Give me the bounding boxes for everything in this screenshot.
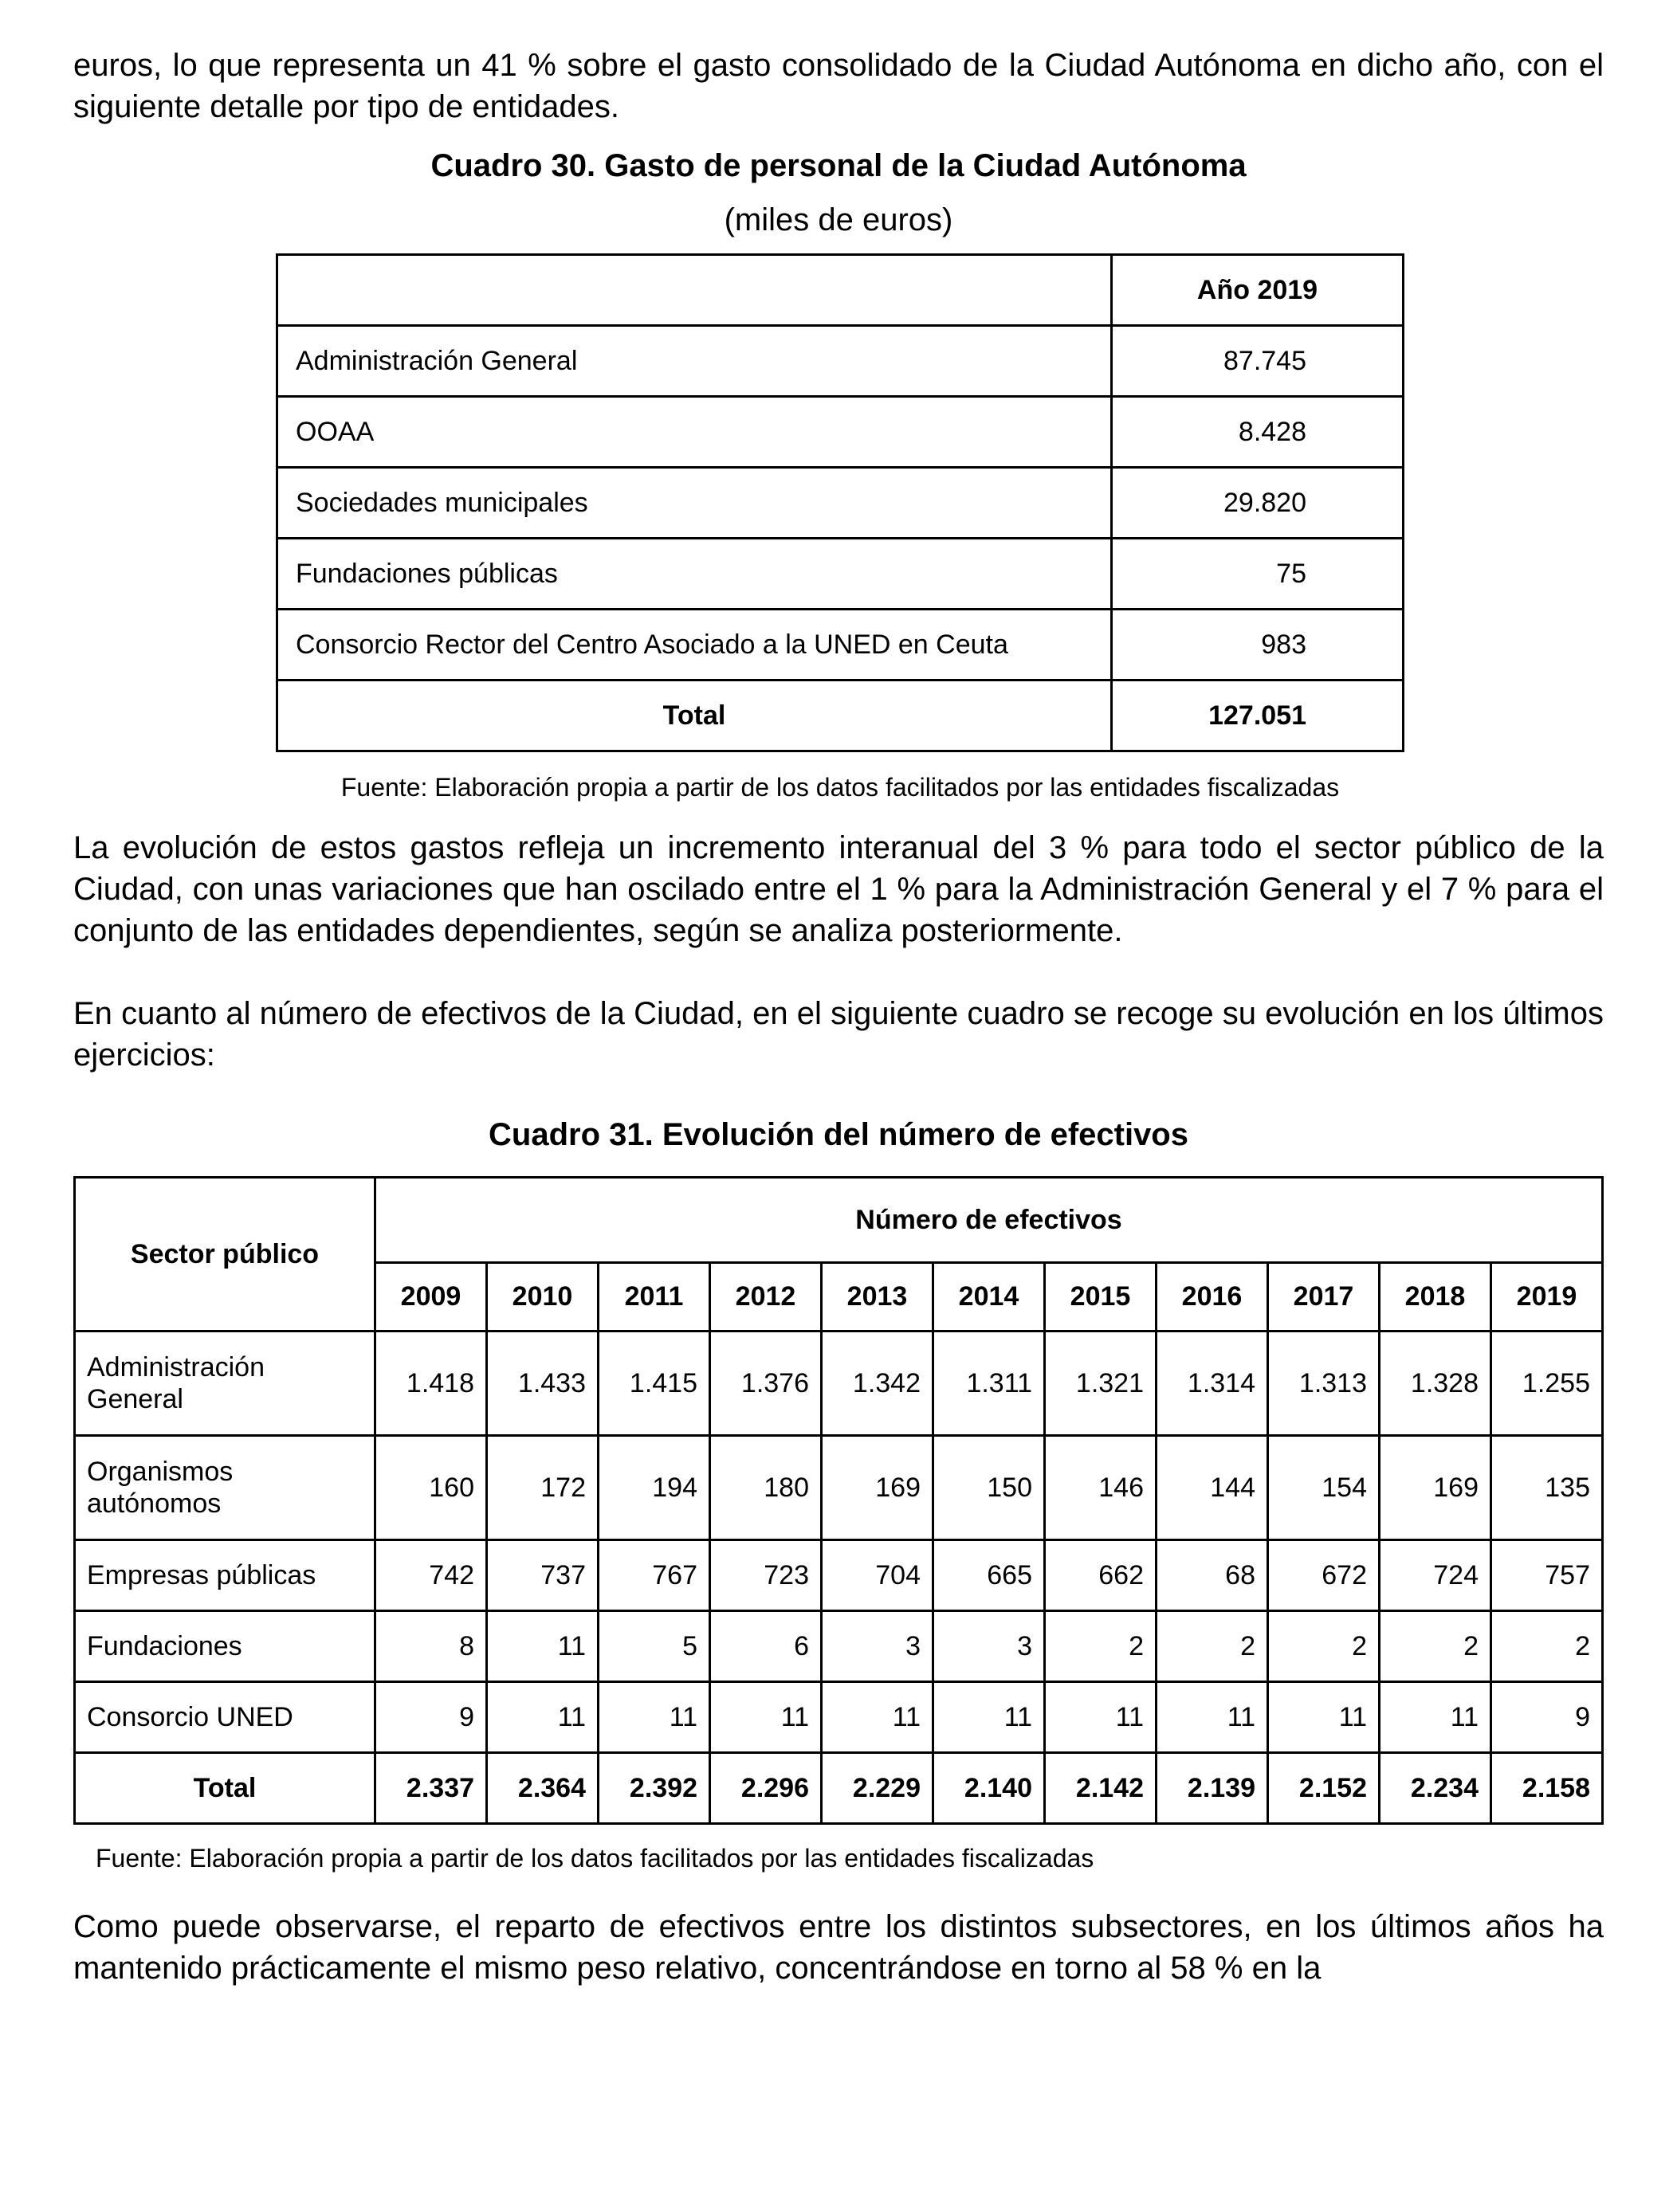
row-value: 154 [1268,1436,1380,1540]
table-row [75,1682,1603,1753]
table30-title: Cuadro 30. Gasto de personal de la Ciudad Autónoma [430,148,1247,183]
row-value: 1.328 [1380,1332,1491,1436]
row-value: 11 [1268,1682,1380,1753]
row-value: 180 [710,1436,822,1540]
year-header: 2019 [1491,1263,1603,1332]
row-value: 2 [1268,1611,1380,1682]
row-value: 742 [375,1540,487,1611]
row-value: 11 [487,1682,599,1753]
year-header: 2010 [487,1263,599,1332]
row-value: 1.342 [822,1332,933,1436]
row-value: 135 [1491,1436,1603,1540]
row-value: 1.376 [710,1332,822,1436]
row-value: 1.311 [933,1332,1045,1436]
table-total-row [75,1753,1603,1824]
table-row [75,1540,1603,1611]
total-value: 2.142 [1045,1753,1157,1824]
row-label: Consorcio Rector del Centro Asociado a la UNED en Ceuta [277,610,1112,680]
row-value: 672 [1268,1540,1380,1611]
year-header: 2015 [1045,1263,1157,1332]
sector-header: Sector público [75,1178,375,1332]
row-value: 767 [599,1540,710,1611]
row-value: 2 [1380,1611,1491,1682]
table-row [277,610,1404,680]
table31-source: Fuente: Elaboración propia a partir de los datos facilitados por las entidades fiscalizadas [96,1844,1094,1873]
total-value: 2.337 [375,1753,487,1824]
row-value: 1.415 [599,1332,710,1436]
row-value: 160 [375,1436,487,1540]
row-value: 8 [375,1611,487,1682]
row-value: 1.313 [1268,1332,1380,1436]
year-header: 2017 [1268,1263,1380,1332]
row-value: 1.418 [375,1332,487,1436]
row-value: 1.255 [1491,1332,1603,1436]
row-value: 68 [1157,1540,1268,1611]
row-label: Consorcio UNED [75,1682,375,1753]
row-label: Administración General [277,326,1112,397]
table-row [277,326,1404,397]
row-value: 662 [1045,1540,1157,1611]
row-value: 11 [933,1682,1045,1753]
row-value: 11 [1045,1682,1157,1753]
paragraph-evolution: La evolución de estos gastos refleja un incremento interanual del 3 % para todo el sector público de la Ciudad, con unas variaciones que han oscilado entre el 1 % para la Administración General y el 7 % para el conjunto de las entidades dependientes, según se analiza posteriormente. [73,830,1604,948]
total-value: 2.139 [1157,1753,1268,1824]
table31 [73,1176,1604,1825]
row-value: 11 [1157,1682,1268,1753]
total-value: 2.234 [1380,1753,1491,1824]
row-value: 2 [1491,1611,1603,1682]
row-value: 704 [822,1540,933,1611]
row-label: OOAA [277,397,1112,468]
row-label: Fundaciones [75,1611,375,1682]
document-page [73,45,1604,1989]
row-label: Administración General [75,1332,375,1436]
row-value: 150 [933,1436,1045,1540]
row-value: 3 [933,1611,1045,1682]
table30-empty-header [277,255,1112,326]
paragraph-intro: euros, lo que representa un 41 % sobre el gasto consolidado de la Ciudad Autónoma en dicho año, con el siguiente detalle por tipo de entidades. [73,48,1604,124]
table30-source: Fuente: Elaboración propia a partir de los datos facilitados por las entidades fiscalizadas [340,773,1340,802]
total-value: 2.392 [599,1753,710,1824]
year-header: 2011 [599,1263,710,1332]
row-value: 169 [1380,1436,1491,1540]
total-value: 2.364 [487,1753,599,1824]
table-row [277,539,1404,610]
row-value: 1.321 [1045,1332,1157,1436]
total-value: 2.140 [933,1753,1045,1824]
year-header: 2014 [933,1263,1045,1332]
row-value: 169 [822,1436,933,1540]
table30 [276,253,1404,752]
row-value: 172 [487,1436,599,1540]
row-label: Empresas públicas [75,1540,375,1611]
row-value: 1.433 [487,1332,599,1436]
row-value: 11 [487,1611,599,1682]
year-header: 2018 [1380,1263,1491,1332]
table-row [277,397,1404,468]
total-value: 2.296 [710,1753,822,1824]
year-header: 2016 [1157,1263,1268,1332]
row-value: 2 [1045,1611,1157,1682]
table-row [75,1611,1603,1682]
row-value: 29.820 [1112,468,1404,539]
row-value: 757 [1491,1540,1603,1611]
table30-year-header: Año 2019 [1112,255,1404,326]
row-value: 6 [710,1611,822,1682]
group-header: Número de efectivos [375,1178,1603,1263]
total-value: 2.229 [822,1753,933,1824]
row-value: 9 [1491,1682,1603,1753]
total-value: 2.158 [1491,1753,1603,1824]
total-value: 2.152 [1268,1753,1380,1824]
year-header: 2012 [710,1263,822,1332]
row-value: 11 [599,1682,710,1753]
row-value: 11 [710,1682,822,1753]
total-value: 127.051 [1112,680,1404,751]
paragraph-efectivos: En cuanto al número de efectivos de la Ciudad, en el siguiente cuadro se recoge su evolución en los últimos ejercicios: [73,996,1604,1073]
row-value: 11 [1380,1682,1491,1753]
row-value: 5 [599,1611,710,1682]
total-label: Total [75,1753,375,1824]
paragraph-reparto: Como puede observarse, el reparto de efectivos entre los distintos subsectores, en los últimos años ha mantenido prácticamente el mismo peso relativo, concentrándose en torno al 58 % en la [73,1909,1604,1986]
row-value: 2 [1157,1611,1268,1682]
row-value: 75 [1112,539,1404,610]
row-value: 723 [710,1540,822,1611]
row-value: 1.314 [1157,1332,1268,1436]
table-row [277,468,1404,539]
row-value: 9 [375,1682,487,1753]
table-total-row [277,680,1404,751]
row-label: Organismos autónomos [75,1436,375,1540]
table31-title: Cuadro 31. Evolución del número de efectivos [489,1117,1188,1152]
row-value: 665 [933,1540,1045,1611]
row-value: 8.428 [1112,397,1404,468]
row-value: 3 [822,1611,933,1682]
row-value: 11 [822,1682,933,1753]
year-header: 2013 [822,1263,933,1332]
total-label: Total [277,680,1112,751]
row-value: 724 [1380,1540,1491,1611]
row-value: 144 [1157,1436,1268,1540]
row-value: 983 [1112,610,1404,680]
row-value: 87.745 [1112,326,1404,397]
table-row [75,1436,1603,1540]
row-value: 146 [1045,1436,1157,1540]
row-label: Fundaciones públicas [277,539,1112,610]
row-value: 737 [487,1540,599,1611]
table30-units: (miles de euros) [724,202,953,237]
table-row [75,1332,1603,1436]
row-value: 194 [599,1436,710,1540]
row-label: Sociedades municipales [277,468,1112,539]
year-header: 2009 [375,1263,487,1332]
